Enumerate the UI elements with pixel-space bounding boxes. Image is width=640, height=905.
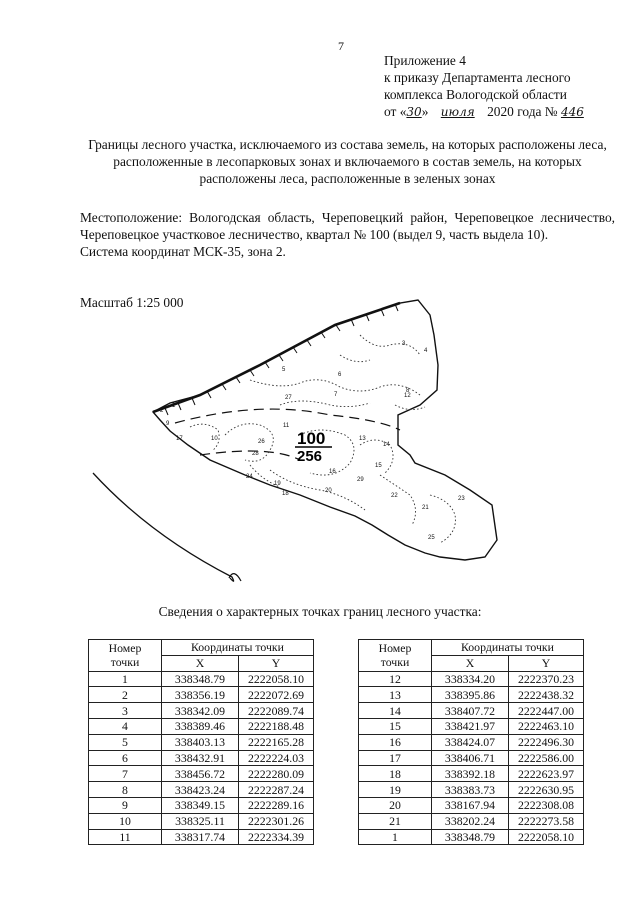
x-coordinate-cell: 338392.18 [432, 766, 509, 782]
appendix-year: 2020 года № [483, 104, 561, 119]
point-number-cell: 16 [359, 734, 432, 750]
table-row [89, 734, 314, 750]
x-coordinate-cell: 338317.74 [162, 829, 239, 845]
y-coordinate-cell: 2222438.32 [509, 687, 584, 703]
x-coordinate-cell: 338407.72 [432, 703, 509, 719]
map-label: 20 [325, 488, 332, 494]
map-label: 7 [334, 392, 338, 398]
y-coordinate-cell: 2222280.09 [239, 766, 314, 782]
points-table-right [358, 639, 584, 845]
x-coordinate-cell: 338403.13 [162, 734, 239, 750]
y-coordinate-cell: 2222188.48 [239, 718, 314, 734]
x-coordinate-cell: 338167.94 [432, 797, 509, 813]
forest-plot-map [0, 295, 640, 595]
y-coordinate-cell: 2222165.28 [239, 734, 314, 750]
table-row [89, 766, 314, 782]
point-number-cell: 2 [89, 687, 162, 703]
points-table-right-body [359, 671, 584, 845]
y-coordinate-cell: 2222586.00 [509, 750, 584, 766]
point-number-cell: 21 [359, 813, 432, 829]
table-row [359, 766, 584, 782]
y-coordinate-cell: 2222447.00 [509, 703, 584, 719]
table-row [359, 703, 584, 719]
map-label: 27 [285, 395, 292, 401]
map-label: 23 [458, 496, 465, 502]
y-coordinate-cell: 2222463.10 [509, 718, 584, 734]
header-y: Y [239, 655, 314, 671]
table-row [89, 703, 314, 719]
appendix-line-2: к приказу Департамента лесного [384, 70, 571, 85]
map-label: 8 [406, 388, 410, 394]
map-label: 1 [172, 403, 176, 409]
x-coordinate-cell: 338356.19 [162, 687, 239, 703]
appendix-line-4 [384, 103, 584, 121]
appendix-day: 30 [406, 105, 422, 119]
map-label: 25 [428, 535, 435, 541]
point-number-cell: 8 [89, 782, 162, 798]
point-number-cell: 13 [359, 687, 432, 703]
map-label: 13 [359, 436, 366, 442]
x-coordinate-cell: 338424.07 [432, 734, 509, 750]
river-bank-line [93, 473, 234, 581]
map-label: 6 [338, 372, 342, 378]
table-row [89, 782, 314, 798]
appendix-month: июля [440, 105, 475, 119]
y-coordinate-cell: 2222301.26 [239, 813, 314, 829]
x-coordinate-cell: 338395.86 [432, 687, 509, 703]
map-label: 4 [424, 348, 428, 354]
point-number-cell: 19 [359, 782, 432, 798]
point-number-cell: 3 [89, 703, 162, 719]
points-table-left [88, 639, 314, 845]
page-number: 7 [338, 39, 344, 53]
table-row [89, 829, 314, 845]
hatched-boundary [153, 303, 400, 412]
map-label: 29 [357, 477, 364, 483]
y-coordinate-cell: 2222370.23 [509, 671, 584, 687]
map-label: 17 [176, 436, 183, 442]
appendix-line-1: Приложение 4 [384, 53, 466, 68]
y-coordinate-cell: 2222273.58 [509, 813, 584, 829]
map-label: 10 [211, 436, 218, 442]
points-table-left-body [89, 671, 314, 845]
map-label: 14 [383, 442, 390, 448]
x-coordinate-cell: 338432.91 [162, 750, 239, 766]
point-number-cell: 14 [359, 703, 432, 719]
quarter-area: 256 [297, 448, 323, 465]
location-block [80, 209, 615, 260]
appendix-line-3: комплекса Вологодской области [384, 87, 567, 102]
quarter-number: 100 [297, 429, 326, 448]
table-row [359, 829, 584, 845]
point-number-cell: 1 [89, 671, 162, 687]
x-coordinate-cell: 338342.09 [162, 703, 239, 719]
table-row [89, 671, 314, 687]
map-label: 9 [166, 421, 170, 427]
map-label: 16 [329, 469, 336, 475]
x-coordinate-cell: 338325.11 [162, 813, 239, 829]
location-text: Местоположение: Вологодская область, Череповецкий район, Череповецкое лесничество, Череповецкое участковое лесничество, квартал № 100 (выдел 9, часть выдела 10). [80, 210, 615, 242]
x-coordinate-cell: 338348.79 [162, 671, 239, 687]
map-label: 18 [282, 491, 289, 497]
y-coordinate-cell: 2222289.16 [239, 797, 314, 813]
header-point-number: Номер точки [89, 640, 162, 672]
y-coordinate-cell: 2222623.97 [509, 766, 584, 782]
table-caption: Сведения о характерных точках границ лесного участка: [158, 604, 482, 619]
map-scale: Масштаб 1:25 000 [80, 295, 184, 310]
point-number-cell: 18 [359, 766, 432, 782]
map-label: 24 [246, 474, 253, 480]
point-number-cell: 10 [89, 813, 162, 829]
appendix-header [384, 52, 584, 121]
point-number-cell: 15 [359, 718, 432, 734]
table-row [359, 813, 584, 829]
y-coordinate-cell: 2222058.10 [509, 829, 584, 845]
header-x: X [432, 655, 509, 671]
point-number-cell: 7 [89, 766, 162, 782]
table-row [89, 750, 314, 766]
map-label: 19 [274, 481, 281, 487]
point-number-cell: 11 [89, 829, 162, 845]
appendix-date-mid: » [421, 104, 432, 119]
header-coordinates: Координаты точки [432, 640, 584, 656]
map-label: 11 [283, 423, 290, 429]
x-coordinate-cell: 338334.20 [432, 671, 509, 687]
y-coordinate-cell: 2222308.08 [509, 797, 584, 813]
point-number-cell: 17 [359, 750, 432, 766]
document-title: Границы лесного участка, исключаемого из состава земель, на которых расположены леса, расположенные в лесопарковых зонах и включаемого в состав земель, на которых расположены леса, расположенные в зеленых зонах [88, 137, 607, 186]
x-coordinate-cell: 338406.71 [432, 750, 509, 766]
header-point-number: Номер точки [359, 640, 432, 672]
table-row [359, 734, 584, 750]
appendix-order-number: 446 [560, 105, 584, 119]
y-coordinate-cell: 2222072.69 [239, 687, 314, 703]
table-row [89, 813, 314, 829]
y-coordinate-cell: 2222334.39 [239, 829, 314, 845]
header-y: Y [509, 655, 584, 671]
x-coordinate-cell: 338421.97 [432, 718, 509, 734]
header-coordinates: Координаты точки [162, 640, 314, 656]
x-coordinate-cell: 338348.79 [432, 829, 509, 845]
table-row [89, 718, 314, 734]
coordinate-system: Система координат МСК-35, зона 2. [80, 244, 286, 259]
point-number-cell: 5 [89, 734, 162, 750]
map-label: 26 [258, 439, 265, 445]
table-row [359, 718, 584, 734]
table-row [359, 782, 584, 798]
appendix-date-prefix: от « [384, 104, 407, 119]
y-coordinate-cell: 2222224.03 [239, 750, 314, 766]
table-row [359, 687, 584, 703]
x-coordinate-cell: 338389.46 [162, 718, 239, 734]
y-coordinate-cell: 2222630.95 [509, 782, 584, 798]
table-row [359, 797, 584, 813]
point-number-cell: 6 [89, 750, 162, 766]
map-label: 21 [422, 505, 429, 511]
x-coordinate-cell: 338202.24 [432, 813, 509, 829]
map-label: 3 [402, 341, 406, 347]
y-coordinate-cell: 2222287.24 [239, 782, 314, 798]
table-row [359, 671, 584, 687]
map-label: 15 [375, 463, 382, 469]
map-label: 5 [282, 367, 286, 373]
x-coordinate-cell: 338349.15 [162, 797, 239, 813]
map-label: 2 [160, 408, 164, 414]
quarter-dash-line [175, 409, 400, 460]
map-label: 22 [391, 493, 398, 499]
y-coordinate-cell: 2222496.30 [509, 734, 584, 750]
point-number-cell: 1 [359, 829, 432, 845]
y-coordinate-cell: 2222089.74 [239, 703, 314, 719]
map-label: 28 [252, 451, 259, 457]
x-coordinate-cell: 338423.24 [162, 782, 239, 798]
table-row [89, 687, 314, 703]
table-row [89, 797, 314, 813]
point-number-cell: 12 [359, 671, 432, 687]
point-number-cell: 4 [89, 718, 162, 734]
table-row [359, 750, 584, 766]
x-coordinate-cell: 338383.73 [432, 782, 509, 798]
map-label: 12 [404, 393, 411, 399]
point-number-cell: 9 [89, 797, 162, 813]
header-x: X [162, 655, 239, 671]
point-number-cell: 20 [359, 797, 432, 813]
y-coordinate-cell: 2222058.10 [239, 671, 314, 687]
x-coordinate-cell: 338456.72 [162, 766, 239, 782]
